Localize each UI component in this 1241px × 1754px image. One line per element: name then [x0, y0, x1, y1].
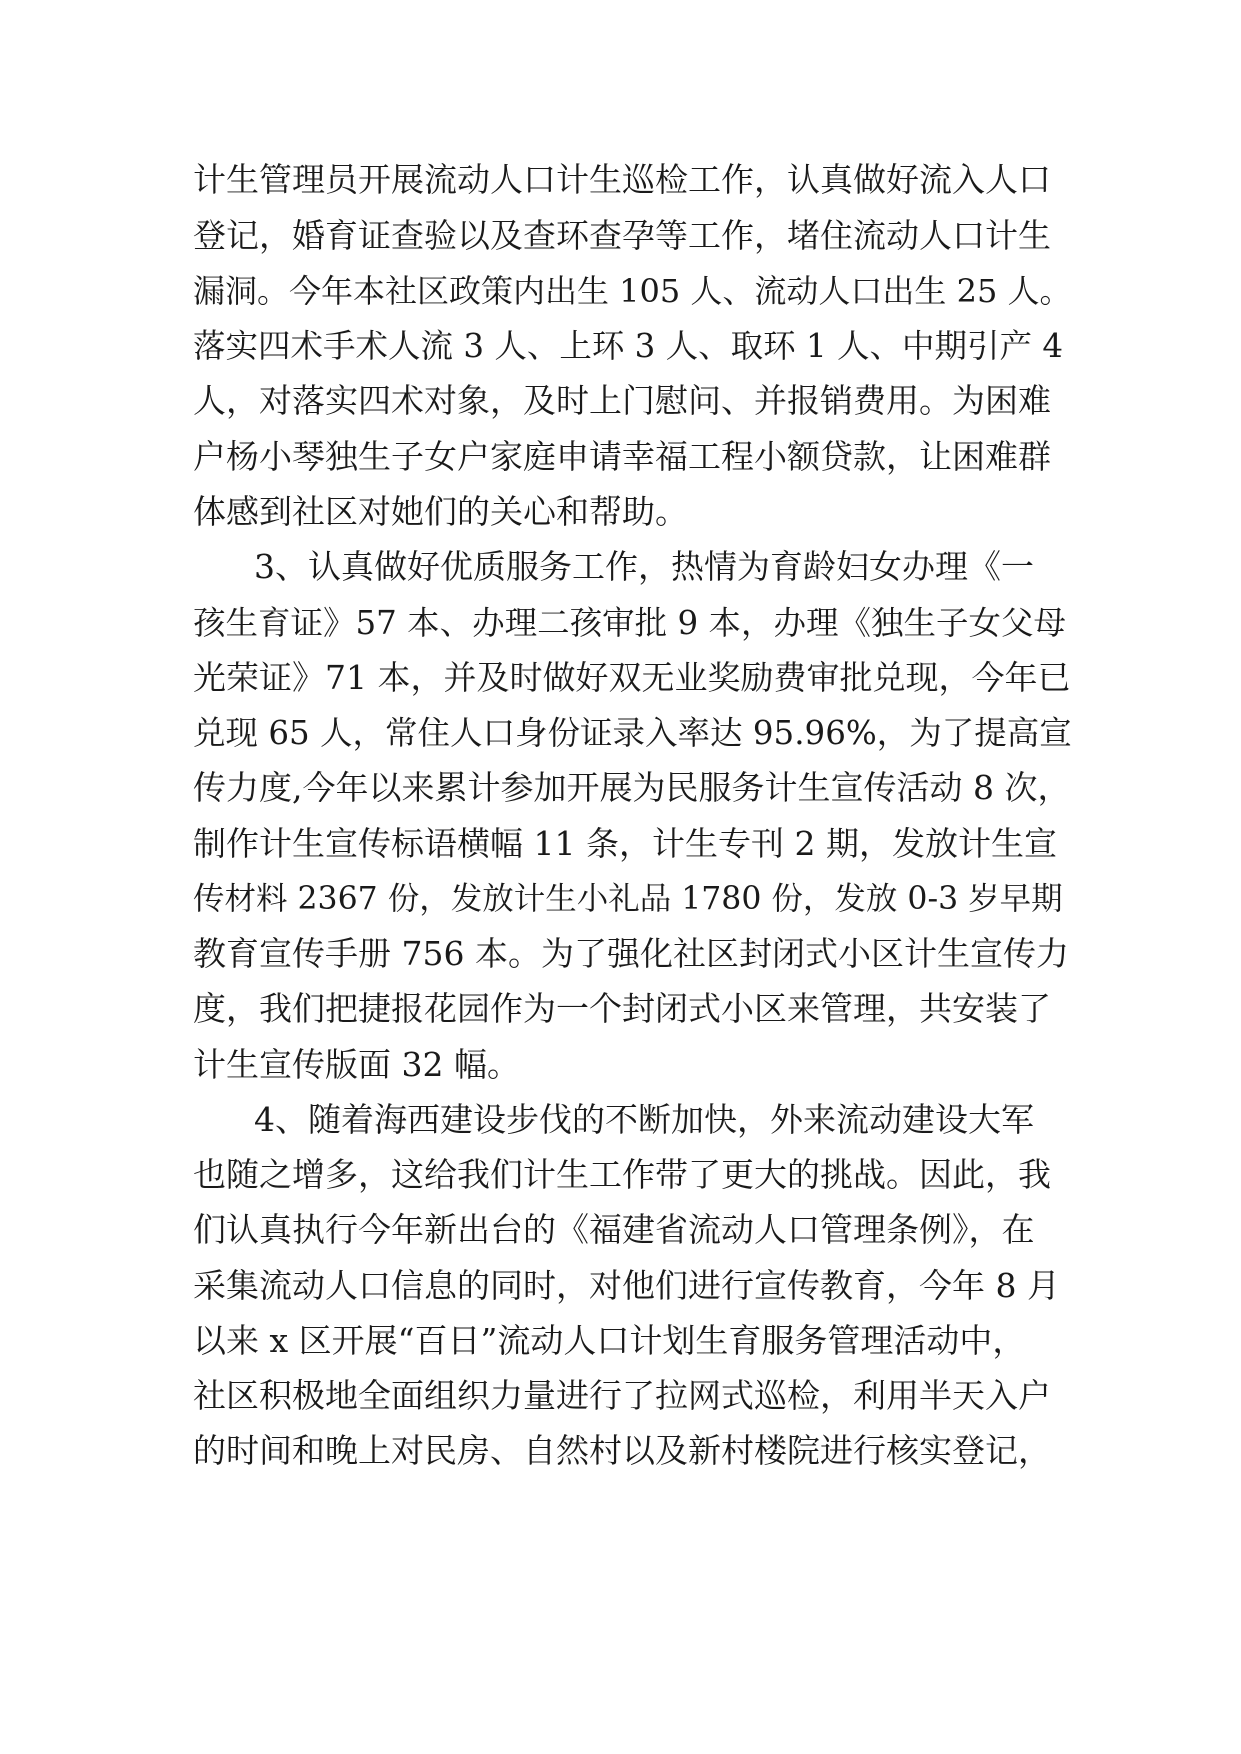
text-line: 以来 x 区开展“百日”流动人口计划生育服务管理活动中，: [193, 1321, 1026, 1360]
text-line: 落实四术手术人流 3 人、上环 3 人、取环 1 人、中期引产 4: [193, 327, 1064, 365]
text-line: 们认真执行今年新出台的《福建省流动人口管理条例》，在: [193, 1210, 1035, 1249]
paragraph-start-line: 4、随着海西建设步伐的不断加快，外来流动建设大军: [254, 1100, 1034, 1139]
text-line: 度，我们把捷报花园作为一个封闭式小区来管理，共安装了: [193, 989, 1051, 1028]
text-line: 人，对落实四术对象，及时上门慰问、并报销费用。为困难: [193, 381, 1051, 420]
text-line: 体感到社区对她们的关心和帮助。: [193, 492, 688, 531]
paragraph-start-line: 3、认真做好优质服务工作，热情为育龄妇女办理《一: [254, 547, 1034, 586]
text-line: 制作计生宣传标语横幅 11 条，计生专刊 2 期，发放计生宣: [193, 824, 1057, 863]
text-line: 教育宣传手册 756 本。为了强化社区封闭式小区计生宣传力: [193, 934, 1069, 973]
text-line: 光荣证》71 本，并及时做好双无业奖励费审批兑现，今年已: [193, 658, 1071, 697]
text-line: 孩生育证》57 本、办理二孩审批 9 本，办理《独生子女父母: [193, 604, 1067, 642]
text-line: 的时间和晚上对民房、自然村以及新村楼院进行核实登记，: [193, 1431, 1051, 1470]
text-line: 计生管理员开展流动人口计生巡检工作，认真做好流入人口: [193, 160, 1051, 199]
text-line: 漏洞。今年本社区政策内出生 105 人、流动人口出生 25 人。: [193, 272, 1072, 310]
text-line: 计生宣传版面 32 幅。: [193, 1045, 520, 1084]
text-line: 采集流动人口信息的同时，对他们进行宣传教育，今年 8 月: [193, 1266, 1060, 1305]
text-line: 兑现 65 人，常住人口身份证录入率达 95.96%，为了提高宣: [193, 714, 1072, 752]
text-line: 也随之增多，这给我们计生工作带了更大的挑战。因此，我: [193, 1155, 1051, 1194]
text-line: 传力度,今年以来累计参加开展为民服务计生宣传活动 8 次，: [193, 768, 1071, 807]
text-line: 传材料 2367 份，发放计生小礼品 1780 份，发放 0-3 岁早期: [193, 881, 1063, 917]
text-line: 登记，婚育证查验以及查环查孕等工作，堵住流动人口计生: [193, 216, 1051, 255]
text-line: 社区积极地全面组织力量进行了拉网式巡检，利用半天入户: [193, 1376, 1051, 1415]
text-line: 户杨小琴独生子女户家庭申请幸福工程小额贷款，让困难群: [193, 437, 1051, 476]
